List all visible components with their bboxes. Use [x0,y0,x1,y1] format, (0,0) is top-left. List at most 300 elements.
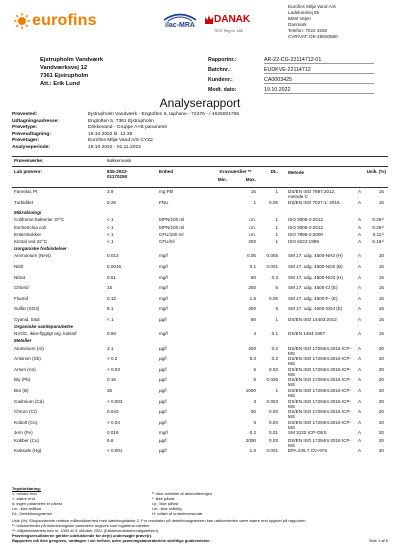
limit-max: 50 [250,274,256,280]
param-name: Cyanid, total [14,316,40,322]
method: DS/EN ISO 17294m:2016 ICP-MS [288,409,352,420]
limit-max: 1.0 [249,448,256,454]
limit-max: 3 [253,398,256,404]
param-name: Arsen (As) [14,366,36,372]
method: SM 17. udg. 4500-NO2 (B) [288,263,343,269]
uncertainty: 15 [378,189,384,194]
table-row [12,224,388,231]
unit: MPN/100 ml [159,217,185,223]
header-unit: Enhed [159,169,174,174]
header-uncertainty: Usik. (%) [366,169,386,174]
uncertainty: 20 [378,430,384,436]
table-row [12,345,388,356]
accreditation-flag: A [358,398,362,404]
limit-max: 4 [253,331,256,337]
accreditation-flag: A [358,430,362,436]
legend-item: >: større end [12,496,35,501]
result-value: 15 [107,285,113,291]
unit: mg/l [159,306,168,312]
limit-max: 200 [248,238,256,244]
meta-label: Kundenr.: [208,77,233,83]
header-min: Min. [217,177,227,182]
table-row [12,295,388,306]
detection-limit: 1 [275,224,278,230]
uncertainty: 20 [378,448,384,454]
detection-limit: 0.025 [266,377,278,383]
method: DS/EN ISO 7027-1: 2016. [288,199,341,205]
table-top-rule [12,156,388,157]
meta-value: EUDKVE-22114712 [264,67,374,74]
uncertainty: 20 [378,419,384,425]
header-labnr: Lab prøvenr: [14,169,43,174]
result-value: 0.013 [107,253,119,259]
result-value: < 0.003 [107,398,123,404]
method: DS/EN ISO 17294m:2016 ICP-MS [288,398,352,409]
uncertainty: 0.15¹⁾ [372,238,384,244]
uncertainty: 0.11¹⁾ [372,231,384,237]
detection-limit: 1 [275,388,278,393]
sample-mark-row [12,158,388,166]
detection-limit: 1 [275,217,278,223]
uncertainty: 20 [378,377,384,383]
result-value: 8.1 [107,306,114,312]
info-label: Prøvetype: [12,125,38,131]
ilac-mra-logo [158,10,202,40]
method: SM 17. udg. 4500-NO3 (H) [288,274,343,280]
result-value: < 0.2 [107,356,118,362]
uncertainty: 20 [378,356,384,362]
uncertainty: 0.25¹⁾ [372,224,384,230]
result-value: < 1 [107,316,114,322]
detection-limit: 1 [275,238,278,244]
table-row [12,263,388,274]
limit-max: 250 [248,285,256,291]
sample-mark-value: køkkenvask [107,158,132,163]
table-row [12,419,388,430]
param-name: Ammonium (NH4) [14,253,51,259]
results-table [12,158,388,454]
info-label: Prøveudtagning: [12,131,51,137]
limit-max: i.m. [248,217,256,223]
section-title: Mikrobiologi [14,210,42,216]
legend-item: #: ingen parametre er påvist [12,501,62,506]
legend-title: Tegnforklaring: [12,486,42,491]
accreditation-flag: A [358,295,362,301]
danak-logo [204,10,260,40]
uncertainty: 20 [378,345,384,351]
customer-line: Att.: Erik Lund [40,81,80,87]
uncertainty: 20 [378,388,384,393]
result-value: 0.0016 [107,263,122,269]
method: ISO 9308-2:2012 [288,224,323,230]
accreditation-flag: A [358,217,362,223]
header-max: Max. [245,177,256,182]
table-row [12,252,388,263]
param-name: Coliforme bakterier 37°C [14,217,65,223]
result-value: 3.9 [107,189,114,194]
unit: µg/l [159,419,167,425]
eurofins-logo [14,10,134,34]
accreditation-flag: A [358,366,362,372]
detection-limit: 0.001 [266,448,278,454]
param-name: Cadmium (Cd) [14,398,44,404]
legend-item: ¹⁾: ikke omfattet af akkrediteringen [152,491,213,496]
legend-right [152,491,312,516]
detection-limit: 1 [275,231,278,237]
table-row [12,231,388,238]
sample-info [12,112,388,152]
detection-limit: 1 [275,189,278,194]
result-value: 2.1 [107,345,114,351]
footer [12,486,388,543]
param-name: Turbiditet [14,199,33,205]
table-row [12,330,388,337]
detection-limit: 0.003 [266,398,278,404]
limit-max: 5 [253,366,256,372]
method: DS/EN ISO 17294m:2016 ICP-MS [288,377,352,388]
danak-subtext: TEST Reg.Nr. 168 [214,29,243,33]
result-value: < 0.03 [107,366,120,372]
table-row [12,199,388,210]
accreditation-flag: A [358,306,362,312]
detection-limit: 0.1 [271,331,278,337]
table-row [12,216,388,223]
table-body [12,188,388,454]
uncertainty: 20 [378,437,384,443]
limit-max: 0.1 [249,263,256,269]
limit-max: 250 [248,306,256,312]
meta-value: 19.10.2022 [264,87,374,94]
result-value: 0.50 [107,331,116,337]
param-name: Chrom (Cr) [14,409,37,415]
footnote: Rapporten må ikke gengives, undtagen i sin helhed, uden prøvningslaboratoriets skriftlige godkendelse. [12,538,211,543]
uncertainty: 15 [378,274,384,280]
legend-left [12,491,152,516]
uncertainty: 15 [378,295,384,301]
detection-limit: 0.001 [266,263,278,269]
section-header [12,337,388,344]
footnote: Usik (%): Ekspanderede relative måleusikkerhed med dækningsfaktor 2. For resultater på detektionsgrænsen kan usikkerheden være større end opgivet på rapporten. [12,518,307,523]
legend-item: i.m.: ikke målbar [12,506,42,511]
table-row [12,447,388,454]
header-method: Metode [288,170,305,175]
result-value: 6.8 [107,437,114,443]
result-value: 0.25 [107,199,116,205]
legend-item: i.m.: ikke målelig [152,506,182,511]
info-label: Prøvetager: [12,138,40,144]
param-name: Fluorid [14,295,29,301]
result-value: 0.51 [107,274,116,280]
method: DS/EN ISO 17294m:2016 ICP-MS [288,366,352,377]
danak-text: DANAK [214,14,251,25]
limit-max: 50 [250,316,256,322]
unit: mg/l [159,253,168,259]
param-name: Bly (Pb) [14,377,31,383]
uncertainty: 20 [378,366,384,372]
method: DS/EN ISO 7887:2012, metode C [288,189,336,199]
footer-bottom [12,538,388,543]
footnote: ¹⁾: Usikkerheder på mikrobiologiske parametre angives som logaritme-værdier [12,523,150,528]
unit: µg/l [159,316,167,322]
page-number: Side 1 af 6 [368,538,388,543]
method: ISO 7899-2:2000 [288,231,323,237]
uncertainty: 10 [378,253,384,259]
accreditation-flag: A [358,419,362,425]
info-value: Engtoften 5, 7361 Ejstrupholm [88,118,154,124]
meta-label: Batchnr.: [208,67,231,73]
detection-limit: 5 [275,306,278,312]
accreditation-flag: A [358,253,362,259]
sample-info-row [12,112,388,119]
limit-max: 5 [253,419,256,425]
report-title: Analyserapport [159,96,241,110]
unit: mg/l [159,331,168,337]
param-name: Farvetal, Pt [14,189,38,194]
detection-limit: 0.05 [269,295,278,301]
table-row [12,408,388,419]
table-row [12,284,388,295]
meta-value: AR-22-CG-22114712-01 [264,57,374,64]
uncertainty: 20 [378,398,384,404]
legend-item: H: udført af underleverandør [152,511,203,516]
unit: mg/l [159,263,168,269]
limit-max: 5 [253,377,256,383]
unit: µg/l [159,409,167,415]
unit: CFU/100 ml [159,231,184,237]
unit: mg/l [159,274,168,280]
unit: mg/l [159,430,168,436]
uncertainty: 15 [378,331,384,337]
uncertainty: 20 [378,409,384,415]
table-row [12,238,388,245]
uncertainty: 15 [378,306,384,312]
method: DS/EN ISO 17294m:2016 ICP-MS [288,345,352,356]
uncertainty: 15 [378,199,384,205]
param-name: Nitrit [14,263,24,269]
detection-limit: 0.03 [269,437,278,443]
detection-limit: 0.03 [269,366,278,372]
customer-line: Ejstrupholm Vandværk [40,57,104,63]
report-meta-row [208,85,374,95]
detection-limit: 0.3 [271,274,278,280]
accreditation-flag: A [358,199,362,205]
detection-limit: 0.03 [269,409,278,415]
unit: MPN/100 ml [159,224,185,230]
table-row [12,376,388,387]
limit-max: 200 [248,345,256,351]
lab-address: Eurofins Miljø Vand A/S Ladelundvej 85 6600 Vejen Danmark Telefon: 7022 4256 CVR/VAT: DK-29820880 [288,4,338,39]
accreditation-flag: A [358,409,362,415]
param-name: Jern (Fe) [14,430,33,436]
section-title: Metaller [14,338,32,344]
unit: mg Pt/l [159,189,174,194]
result-value: < 1 [107,238,114,244]
method: DS/EN ISO 17294m:2016 ICP-MS [288,388,352,398]
limit-max: 1000 [245,388,256,393]
table-row [12,305,388,316]
info-value: Eurofins Miljø Vand A/S CYZ2 [88,138,153,144]
legend-item: <: mindre end [12,491,37,496]
info-value: Drikkevand - Gruppe A+B parametre [88,125,168,131]
eurofins-sun-icon [14,13,30,29]
accreditation-flag: A [358,224,362,230]
unit: µg/l [159,345,167,351]
info-value: Ejstrupholm Vandværk - Engtoften 5, taphane - 72476 - / 4625001796 [88,112,240,117]
result-value: 0.12 [107,295,116,301]
result-value: < 1 [107,217,114,223]
method: ISO 9308-2:2012 [288,217,323,223]
legend [12,491,388,516]
method: EPA 245.7 CV-AFS [288,448,328,454]
uncertainty: 15 [378,285,384,291]
limit-max: 5.0 [249,356,256,362]
result-value: < 0.001 [107,448,123,454]
accreditation-flag: A [358,285,362,291]
section-title: Organiske samleparametre [14,324,73,330]
uncertainty: 15 [378,263,384,269]
unit: FNU [159,199,169,205]
method: SM 3120 ICP-OES [288,430,327,436]
accreditation-flag: A [358,331,362,337]
limit-max: 1.5 [249,295,256,301]
info-value: 19.10.2022 - 01.11.2022 [88,144,141,150]
sample-info-row [12,119,388,126]
method: ISO 6222:1999 [288,238,319,244]
unit: µg/l [159,398,167,404]
detection-limit: 0.2 [271,345,278,351]
table-row [12,316,388,323]
limit-max: 0.05 [247,253,256,259]
unit: µg/l [159,366,167,372]
unit: mg/l [159,285,168,291]
danak-crown-icon [204,14,214,26]
header-sample-id: 835-2022- 01170250 [107,169,128,179]
detection-limit: 0.04 [269,419,278,425]
footnote: **: Miljøministeriets bek nr. 1383 af 3. oktober 2022 (Drikkevandsbekendtgørelsen). [12,528,160,533]
detection-limit: 0.2 [271,356,278,362]
param-name: Escherichia coli [14,224,46,230]
detection-limit: 0.05 [269,199,278,205]
accreditation-flag: A [358,448,362,454]
unit: µg/l [159,388,167,393]
param-name: Kviksølv (Hg) [14,448,42,454]
info-label: Analyseperiode: [12,144,51,150]
accreditation-flag: A [358,356,362,362]
limit-max: 2000 [245,437,256,443]
result-value: 0.043 [107,409,119,415]
meta-label: Modt. dato: [208,87,237,93]
method: SM 17. udg. 4500-SO4 (E) [288,306,343,312]
legend-item: i.p.: ikke påvist [152,501,179,506]
param-name: Nitrat [14,274,25,280]
sample-info-row [12,132,388,139]
footnote: Prøvningsresultaterne gælder udelukkende for de(n) undersøgte prøve(r). [12,533,153,538]
unit: µg/l [159,356,167,362]
param-name: Aluminium (Al) [14,345,44,351]
param-name: Kobber (Cu) [14,437,40,443]
method: SM 17. udg. 4500-NH3 (H) [288,253,343,259]
detection-limit: 1 [275,316,278,322]
result-value: 35 [107,388,113,393]
param-name: Kimtal ved 22°C [14,238,47,244]
detection-limit: 0.005 [266,253,278,259]
table-row [12,398,388,409]
table-row [12,429,388,436]
method: DS/EN ISO 17294m:2016 ICP-MS [288,419,352,430]
customer-line: 7361 Ejstrupholm [40,73,89,79]
customer-line: Vandværksvej 12 [40,65,88,71]
limit-max: i.m. [248,224,256,230]
method: SM 17. udg. 4500-F- (E) [288,295,338,301]
param-name: Chlorid [14,285,29,291]
table-header [12,166,388,188]
table-row [12,355,388,366]
unit: µg/l [159,437,167,443]
table-row [12,188,388,199]
sample-info-row [12,138,388,145]
param-name: Antimon (Sb) [14,356,41,362]
detection-limit: 5 [275,285,278,291]
info-label: Prøvested: [12,112,38,117]
accreditation-flag: A [358,274,362,280]
sample-mark-label: Prøvemærke: [14,158,44,163]
report-meta [208,55,374,95]
method: SM 17. udg. 4500-Cl (E) [288,285,338,291]
accreditation-flag: A [358,238,362,244]
param-name: NVOC, ikke-flygtigt org. kulstof [14,331,77,337]
accreditation-flag: A [358,377,362,383]
table-row [12,387,388,398]
unit: µg/l [159,448,167,454]
limit-max: 15 [250,189,256,194]
eurofins-logo-text: eurofins [32,12,97,29]
unit: mg/l [159,295,168,301]
detection-limit: 0.01 [269,430,278,436]
ilac-mra-text: ilac-MRA [165,22,195,29]
legend-item: *: ikke påvist [152,496,175,501]
accreditation-flag: A [358,437,362,443]
customer-address [40,56,103,88]
limit-max: 0.2 [249,430,256,436]
param-name: Bor (B) [14,388,29,393]
legend-item: DL: Detektionsgrænse [12,511,52,516]
table-row [12,366,388,377]
info-label: Udtagningsadresse: [12,118,60,124]
report-meta-row [208,55,374,65]
table-row [12,274,388,285]
accreditation-flag: A [358,345,362,351]
accreditation-flag: A [358,189,362,194]
accreditation-flag: A [358,316,362,322]
sample-info-row [12,145,388,152]
param-name: Sulfat (SO4) [14,306,40,312]
unit: µg/l [159,377,167,383]
limit-max: 1 [253,199,256,205]
method: DS/EN 1484:1997 [288,331,326,337]
report-meta-row [208,75,374,85]
report-meta-row [208,65,374,75]
result-value: 0.16 [107,377,116,383]
accreditation-flag: A [358,388,362,393]
section-header [12,323,388,330]
accreditation-flag: A [358,231,362,237]
limit-max: 50 [250,409,256,415]
accreditation-flag: A [358,263,362,269]
table-row [12,437,388,448]
info-value: 19.10.2022 kl. 12.35 [88,131,133,137]
meta-label: Rapportnr.: [208,57,237,63]
result-value: 0.016 [107,430,119,436]
